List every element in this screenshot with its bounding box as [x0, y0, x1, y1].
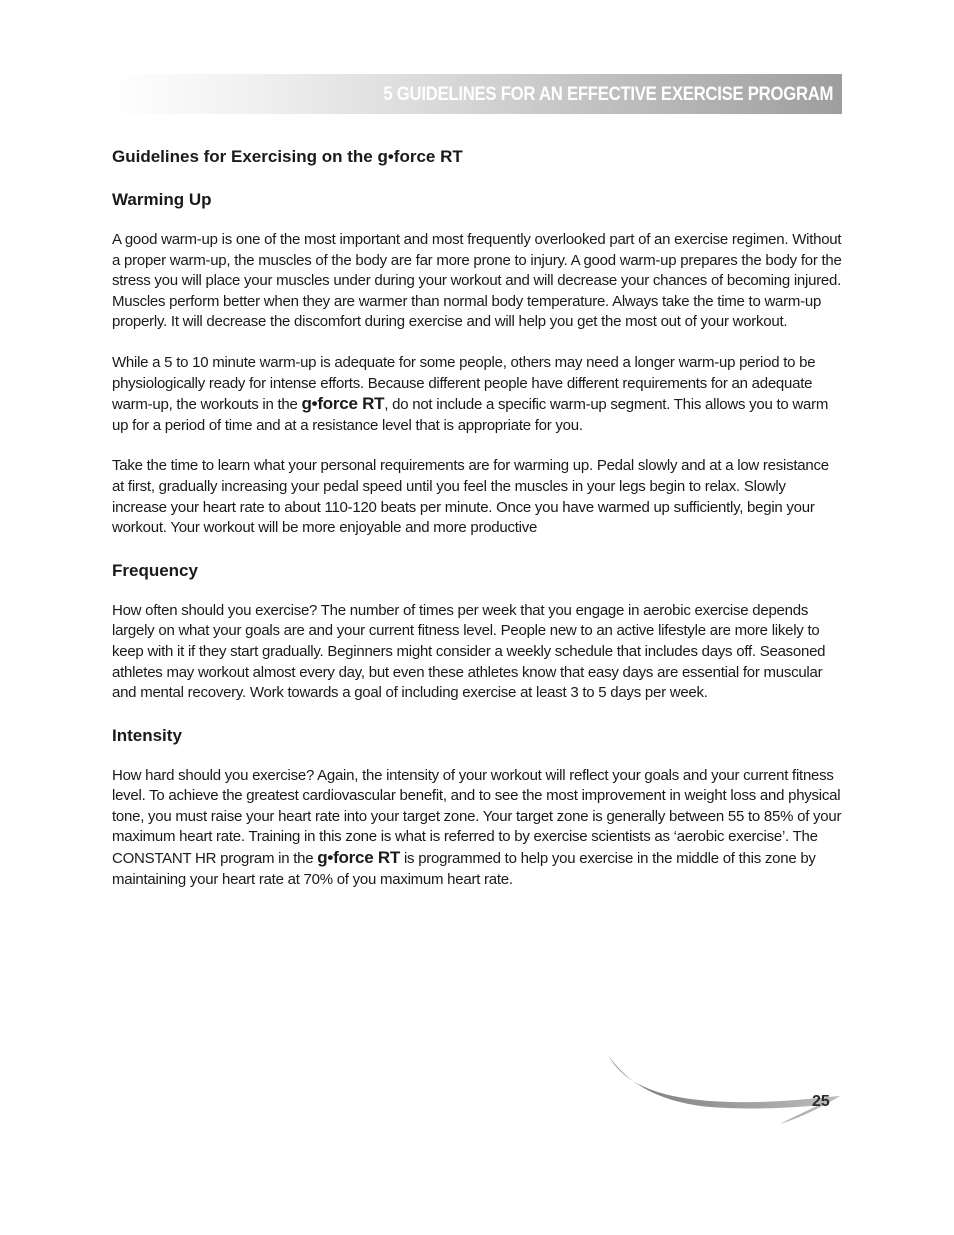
warming-up-paragraph-3: Take the time to learn what your personal requirements are for warming up. Pedal slowly and at a low resistance at first, gradually increasing your pedal speed until you feel the muscles in your legs begin to relax. Slowly increase your heart rate to about 110-120 beats per minute. Once you have warmed up sufficiently, begin your workout. Your workout will be more enjoyable and more productive — [112, 457, 829, 537]
warming-up-paragraph-2 — [112, 353, 844, 436]
paragraph-text: , do not include a specific warm-up segment. This allows you to warm up for a period of time and at a resistance level that is appropriate for you. — [112, 396, 829, 434]
section-heading-warming-up: Warming Up — [112, 190, 212, 209]
brand-name: g•force RT — [301, 394, 385, 414]
chapter-header-bar — [108, 74, 842, 114]
page-number: 25 — [812, 1093, 830, 1110]
page-content — [112, 145, 844, 910]
paragraph-text: is programmed to help you exercise in the middle of this zone by maintaining your heart rate at 70% of you maximum heart rate. — [112, 850, 816, 888]
warming-up-paragraph-1: A good warm-up is one of the most important and most frequently overlooked part of an exercise regimen. Without a proper warm-up, the muscles of the body are far more prone to injury. A good warm-up prepares the body for the stress you will place your muscles under during your workout and will decrease your chances of becoming injured. Muscles perform better when they are warmer than normal body temperature. Always take the time to warm-up properly. It will decrease the discomfort during exercise and will help you get the most out of your workout. — [112, 231, 842, 331]
frequency-paragraph: How often should you exercise? The number of times per week that you engage in aerobic exercise depends largely on what your goals are and your current fitness level. People new to an active lifestyle are more likely to keep with it if they start gradually. Beginners might consider a weekly schedule that includes days off. Seasoned athletes may workout almost every day, but even these athletes know that easy days are essential for muscular and mental recovery. Work towards a goal of including exercise at least 3 to 5 days per week. — [112, 601, 826, 702]
paragraph-text: While a 5 to 10 minute warm-up is adequate for some people, others may need a longer warm-up period to be physiologically ready for intense efforts. Because different people have different requirements for an adequate warm-up, the workouts in the — [112, 353, 816, 414]
chapter-title: 5 GUIDELINES FOR AN EFFECTIVE EXERCISE PROGRAM — [383, 84, 833, 105]
intensity-paragraph — [112, 766, 844, 891]
brand-name: g•force RT — [317, 848, 401, 868]
paragraph-text: How hard should you exercise? Again, the intensity of your workout will reflect your goals and your current fitness level. To achieve the greatest cardiovascular benefit, and to see the most improvement in weight loss and physical tone, you must raise your heart rate into your target zone. Your target zone is generally between 55 to 85% of your maximum heart rate. Training in this zone is what is referred to by exercise scientists as ‘aerobic exercise’. The CONSTANT HR program in the — [112, 766, 842, 868]
document-title: Guidelines for Exercising on the g•force RT — [112, 147, 463, 166]
section-heading-frequency: Frequency — [112, 560, 198, 580]
section-heading-intensity: Intensity — [112, 725, 182, 745]
